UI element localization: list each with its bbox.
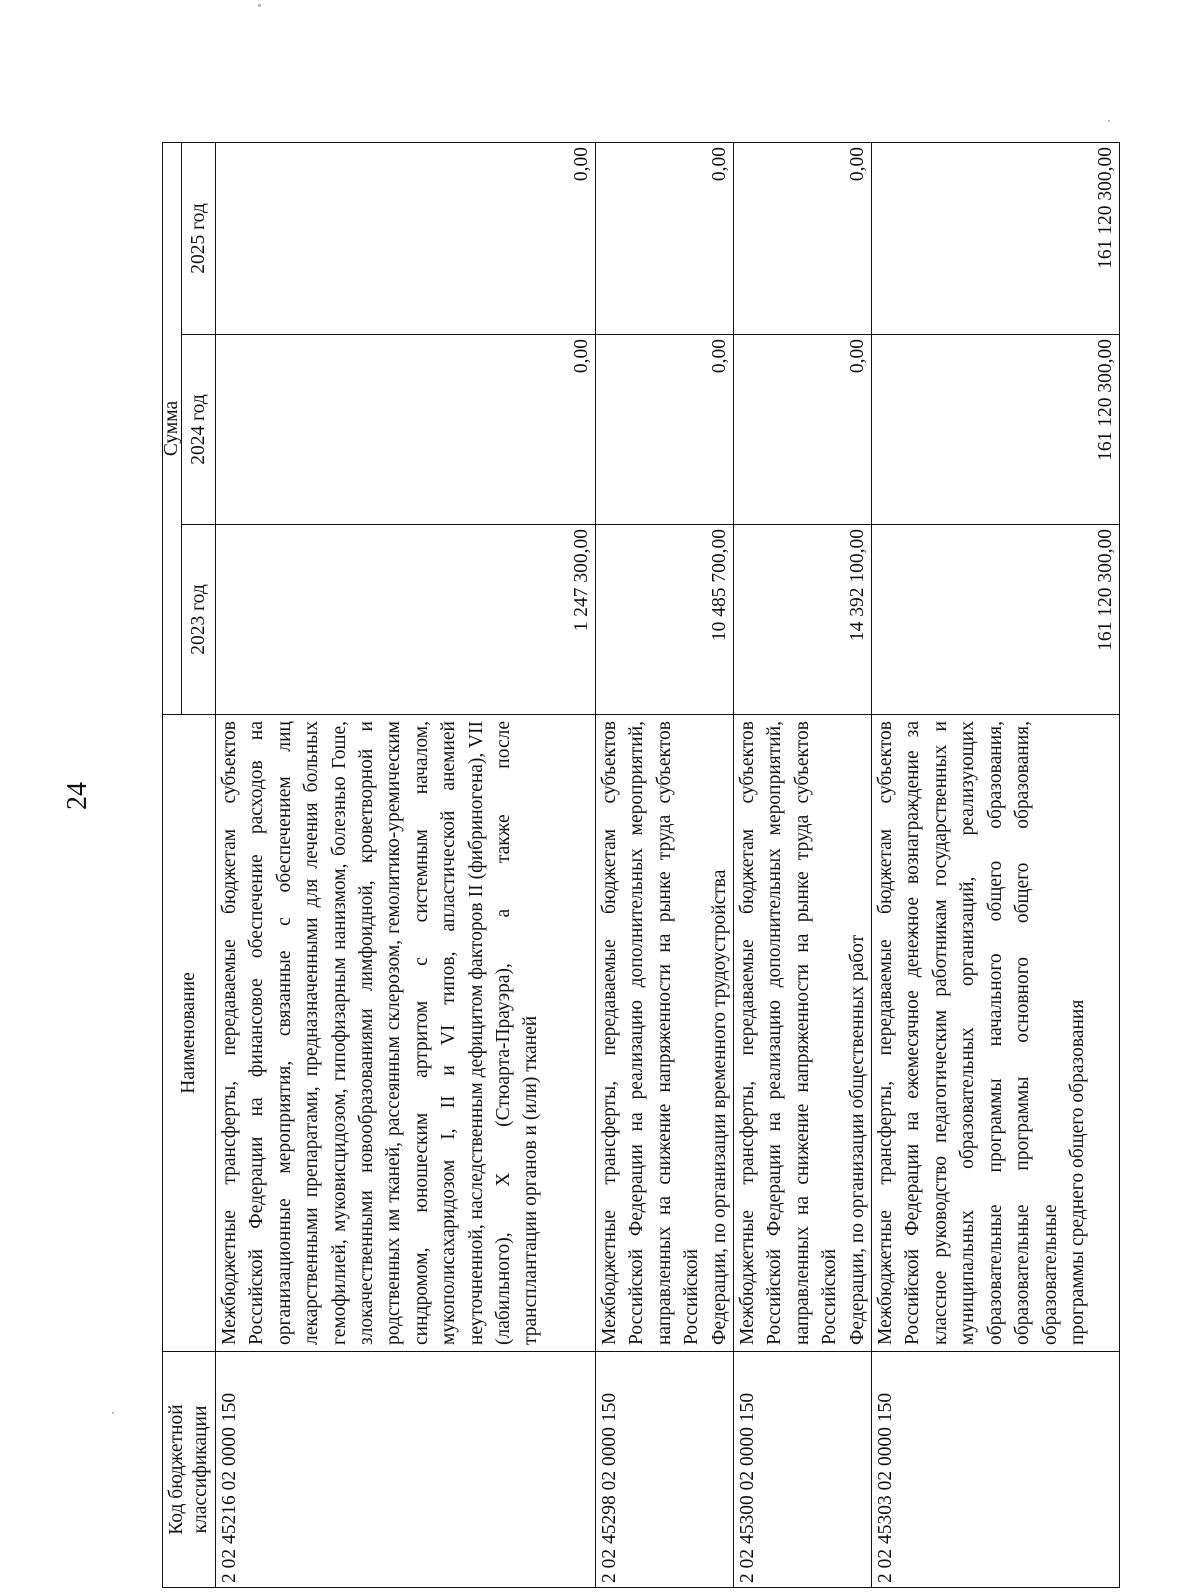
header-year-2023: 2023 год <box>182 525 216 715</box>
row-name-text: Межбюджетные трансферты, передаваемые бюджетам субъектов Российской Федерации на реализацию дополнительных мероприятий, направленных на снижение напряженности на рынке труда субъектов Российской <box>599 721 703 1345</box>
row-name-last-line: программы среднего общего образования <box>1066 999 1088 1345</box>
row-code: 2 02 45216 02 0000 150 <box>216 1352 596 1588</box>
row-amount-2025: 0,00 <box>596 142 734 334</box>
row-amount-2024: 161 120 300,00 <box>872 335 1120 525</box>
table-row <box>596 142 734 1587</box>
row-name <box>216 715 596 1352</box>
row-code: 2 02 45303 02 0000 150 <box>872 1352 1120 1588</box>
page-number: 24 <box>62 782 93 810</box>
table-row <box>216 142 596 1587</box>
row-amount-2023: 161 120 300,00 <box>872 525 1120 715</box>
header-name: Наименование <box>163 715 216 1352</box>
row-name-text: Межбюджетные трансферты, передаваемые бюджетам субъектов Российской Федерации на ежемесячное денежное вознаграждение за классное руководство педагогическим работникам государственных и муниципальных образовательных организаций, реализующих образовательные программы начального общего образования, образовательные программы основного общего образования, образовательные <box>875 721 1061 1345</box>
row-amount-2024: 0,00 <box>216 335 596 525</box>
row-name-last-line: Федерации, по организации временного трудоустройства <box>708 869 730 1345</box>
row-amount-2024: 0,00 <box>734 335 872 525</box>
row-amount-2023: 14 392 100,00 <box>734 525 872 715</box>
row-amount-2025: 0,00 <box>734 142 872 334</box>
table-row <box>872 142 1120 1587</box>
row-amount-2025: 0,00 <box>216 142 596 334</box>
row-code: 2 02 45298 02 0000 150 <box>596 1352 734 1588</box>
row-amount-2023: 1 247 300,00 <box>216 525 596 715</box>
row-amount-2023: 10 485 700,00 <box>596 525 734 715</box>
header-year-2024: 2024 год <box>182 335 216 525</box>
row-name-text: Межбюджетные трансферты, передаваемые бюджетам субъектов Российской Федерации на реализацию дополнительных мероприятий, направленных на снижение напряженности на рынке труда субъектов Российской <box>737 721 841 1345</box>
row-amount-2025: 161 120 300,00 <box>872 142 1120 334</box>
row-code: 2 02 45300 02 0000 150 <box>734 1352 872 1588</box>
row-name-last-line: трансплантации органов и (или) тканей <box>520 1015 542 1345</box>
header-year-2025: 2025 год <box>182 142 216 334</box>
table-row <box>734 142 872 1587</box>
row-name-text: Межбюджетные трансферты, передаваемые бюджетам субъектов Российской Федерации на финансовое обеспечение расходов на организационные мероприятия, связанные с обеспечением лиц лекарственными препаратами, предназначенными для лечения больных гемофилией, муковисцидозом, гипофизарным нанизмом, болезнью Гоше, злокачественными новообразованиями лимфоидной, кроветворной и родственных им тканей, рассеянным склерозом, гемолитико-уремическим синдромом, юношеским артритом с системным началом, мукополисахаридозом I, II и VI типов, апластической анемией неуточненной, наследственным дефицитом факторов II (фибриногена), VII (лабильного), X (Стюарта-Прауэра), а также после <box>219 721 515 1345</box>
row-name <box>734 715 872 1352</box>
row-name-last-line: Федерации, по организации общественных работ <box>846 934 868 1345</box>
row-amount-2024: 0,00 <box>596 335 734 525</box>
row-name <box>596 715 734 1352</box>
header-code: Код бюджетной классификации <box>163 1352 216 1588</box>
budget-table <box>162 142 1120 1588</box>
row-name <box>872 715 1120 1352</box>
header-sum: Сумма <box>163 142 182 714</box>
